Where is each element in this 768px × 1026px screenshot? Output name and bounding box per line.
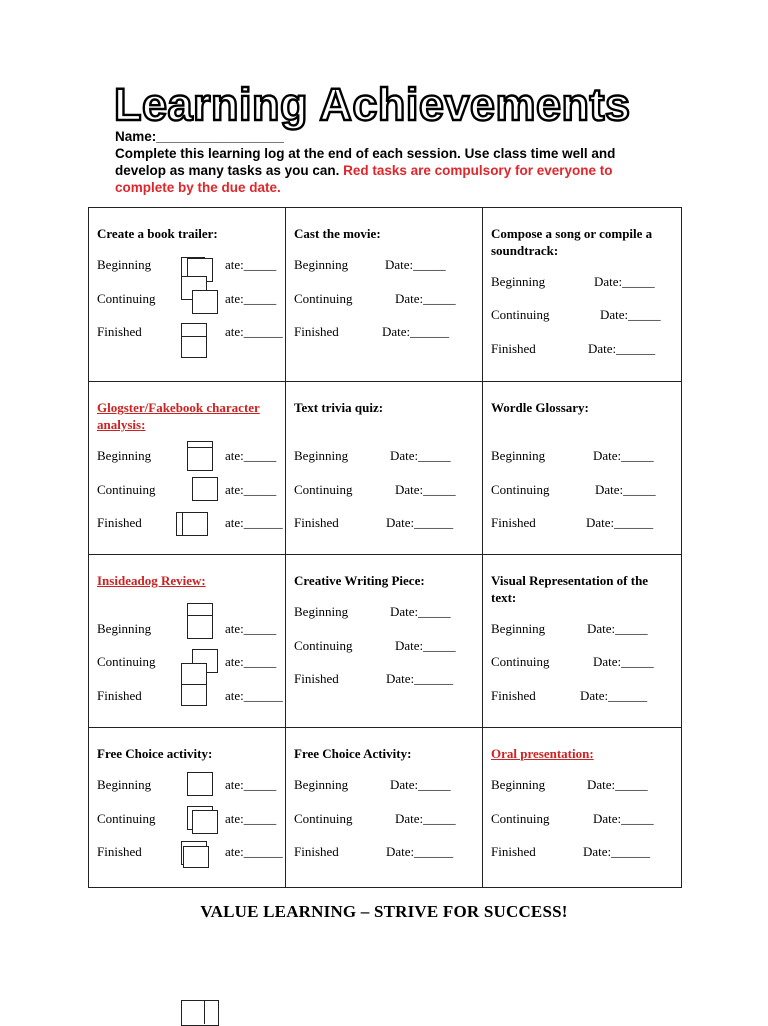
stage-beginning: [294, 777, 479, 793]
task-title: Insideadog Review:: [97, 573, 206, 588]
date-field[interactable]: Date:______: [580, 688, 648, 703]
stage-finished: [294, 671, 479, 687]
date-field[interactable]: Date:_____: [587, 777, 648, 792]
stage-label: Beginning: [97, 621, 152, 636]
stage-beginning: [491, 448, 676, 464]
stage-label: Finished: [97, 515, 142, 530]
scan-artifact-box: [192, 290, 218, 314]
date-field[interactable]: Date:______: [386, 515, 454, 530]
stage-label: Continuing: [97, 811, 156, 826]
stage-finished: [491, 515, 676, 531]
stage-label: Finished: [491, 688, 536, 703]
stage-label: Finished: [97, 324, 142, 339]
stage-beginning: [491, 274, 676, 290]
stage-label: Continuing: [294, 482, 353, 497]
stage-label: Beginning: [491, 274, 546, 289]
stage-label: Beginning: [294, 604, 349, 619]
stage-continuing: [294, 482, 479, 498]
date-field[interactable]: Date:_____: [593, 448, 654, 463]
stage-finished: [294, 324, 479, 340]
task-row: [89, 728, 682, 888]
stage-label: Beginning: [294, 777, 349, 792]
date-field[interactable]: Date:_____: [395, 291, 456, 306]
date-field[interactable]: Date:_____: [390, 777, 451, 792]
date-field[interactable]: Date:______: [386, 844, 454, 859]
date-field[interactable]: Date:_____: [594, 274, 655, 289]
task-cell: [286, 208, 483, 382]
date-field[interactable]: ate:______: [225, 324, 283, 339]
stage-finished: [294, 844, 479, 860]
date-field[interactable]: Date:______: [583, 844, 651, 859]
stage-label: Continuing: [491, 482, 550, 497]
task-title: Compose a song or compile a soundtrack:: [491, 226, 653, 258]
date-field[interactable]: Date:_____: [395, 811, 456, 826]
date-field[interactable]: Date:_____: [390, 604, 451, 619]
scan-artifact-box: [187, 615, 213, 639]
stage-continuing: [491, 482, 676, 498]
page-title: [112, 76, 672, 132]
task-title: Cast the movie:: [294, 226, 381, 241]
stage-beginning: [294, 257, 479, 273]
stage-label: Continuing: [491, 307, 550, 322]
stage-continuing: [491, 307, 676, 323]
motto: VALUE LEARNING – STRIVE FOR SUCCESS!: [200, 902, 568, 921]
scan-artifact-box: [192, 477, 218, 501]
stage-label: Continuing: [491, 654, 550, 669]
date-field[interactable]: ate:_____: [225, 482, 277, 497]
date-field[interactable]: ate:_____: [225, 621, 277, 636]
stage-label: Continuing: [97, 291, 156, 306]
date-field[interactable]: Date:______: [382, 324, 450, 339]
stage-continuing: [294, 811, 479, 827]
date-field[interactable]: Date:_____: [593, 811, 654, 826]
date-field[interactable]: ate:______: [225, 515, 283, 530]
scan-artifact-divider: [204, 1000, 205, 1024]
date-field[interactable]: ate:_____: [225, 654, 277, 669]
date-field[interactable]: Date:______: [586, 515, 654, 530]
stage-label: Continuing: [97, 654, 156, 669]
date-field[interactable]: Date:_____: [600, 307, 661, 322]
stage-label: Continuing: [294, 811, 353, 826]
task-cell: [286, 555, 483, 728]
task-row: [89, 555, 682, 728]
stage-label: Beginning: [294, 448, 349, 463]
date-field[interactable]: Date:_____: [395, 482, 456, 497]
stage-finished: [491, 341, 676, 357]
date-field[interactable]: ate:_____: [225, 777, 277, 792]
title-text: Learning Achievements: [114, 79, 631, 130]
stage-label: Continuing: [97, 482, 156, 497]
date-field[interactable]: Date:_____: [390, 448, 451, 463]
name-line: Name:_________________: [115, 129, 284, 144]
stage-label: Beginning: [97, 777, 152, 792]
stage-label: Finished: [294, 515, 339, 530]
task-title: Free Choice Activity:: [294, 746, 412, 761]
date-field[interactable]: ate:_____: [225, 257, 277, 272]
stage-label: Beginning: [294, 257, 349, 272]
scan-artifact-box: [181, 1000, 219, 1026]
task-title: Creative Writing Piece:: [294, 573, 425, 588]
stage-label: Finished: [491, 515, 536, 530]
stage-label: Beginning: [491, 448, 546, 463]
stage-label: Finished: [97, 688, 142, 703]
stage-finished: [491, 688, 676, 704]
stage-label: Beginning: [491, 777, 546, 792]
date-field[interactable]: Date:______: [588, 341, 656, 356]
task-cell: [483, 555, 682, 728]
stage-beginning: [294, 448, 479, 464]
task-grid: [88, 207, 682, 888]
scan-artifact-box: [187, 772, 213, 796]
stage-label: Beginning: [491, 621, 546, 636]
task-title: Glogster/Fakebook character analysis:: [97, 400, 260, 432]
stage-label: Finished: [491, 844, 536, 859]
stage-label: Beginning: [97, 257, 152, 272]
task-title: Visual Representation of the text:: [491, 573, 649, 605]
scan-artifact-box: [192, 810, 218, 834]
task-title: Oral presentation:: [491, 746, 594, 761]
stage-label: Finished: [294, 671, 339, 686]
stage-label: Finished: [491, 341, 536, 356]
date-field[interactable]: Date:_____: [595, 482, 656, 497]
compulsory-note: Red tasks are compulsory for everyone to complete by the due date.: [115, 163, 613, 195]
stage-beginning: [491, 621, 676, 637]
stage-continuing: [294, 638, 479, 654]
task-title: Create a book trailer:: [97, 226, 218, 241]
scan-artifact-box: [181, 336, 207, 358]
date-field[interactable]: ate:______: [225, 844, 283, 859]
date-field[interactable]: ate:______: [225, 688, 283, 703]
date-field[interactable]: ate:_____: [225, 448, 277, 463]
stage-label: Continuing: [491, 811, 550, 826]
date-field[interactable]: ate:_____: [225, 291, 277, 306]
instruction-text: Complete this learning log at the end of each session. Use class time well and develop as many tasks as you can. Red tasks are compulsory for everyone to complete by the due date.: [115, 146, 616, 195]
scan-artifact-box: [182, 512, 208, 536]
stage-beginning: [491, 777, 676, 793]
scan-artifact-box: [183, 846, 209, 868]
task-cell: [286, 382, 483, 555]
task-row: [89, 208, 682, 382]
task-cell: [483, 382, 682, 555]
task-title: Text trivia quiz:: [294, 400, 384, 415]
stage-label: Finished: [294, 324, 339, 339]
date-field[interactable]: ate:_____: [225, 811, 277, 826]
date-field[interactable]: Date:_____: [395, 638, 456, 653]
stage-label: Finished: [294, 844, 339, 859]
date-field[interactable]: Date:_____: [385, 257, 446, 272]
task-cell: [483, 728, 682, 888]
stage-label: Continuing: [294, 638, 353, 653]
stage-continuing: [294, 291, 479, 307]
stage-continuing: [97, 482, 282, 498]
instructions: [115, 128, 655, 196]
stage-finished: [294, 515, 479, 531]
stage-label: Continuing: [294, 291, 353, 306]
stage-finished: [491, 844, 676, 860]
date-field[interactable]: Date:_____: [587, 621, 648, 636]
task-title: Free Choice activity:: [97, 746, 213, 761]
scan-artifact-box: [181, 684, 207, 706]
scan-artifact-box: [187, 447, 213, 471]
stage-beginning: [294, 604, 479, 620]
task-cell: [286, 728, 483, 888]
stage-label: Beginning: [97, 448, 152, 463]
task-cell: [483, 208, 682, 382]
stage-continuing: [491, 654, 676, 670]
stage-continuing: [491, 811, 676, 827]
task-title: Wordle Glossary:: [491, 400, 589, 415]
date-field[interactable]: Date:______: [386, 671, 454, 686]
date-field[interactable]: Date:_____: [593, 654, 654, 669]
stage-label: Finished: [97, 844, 142, 859]
